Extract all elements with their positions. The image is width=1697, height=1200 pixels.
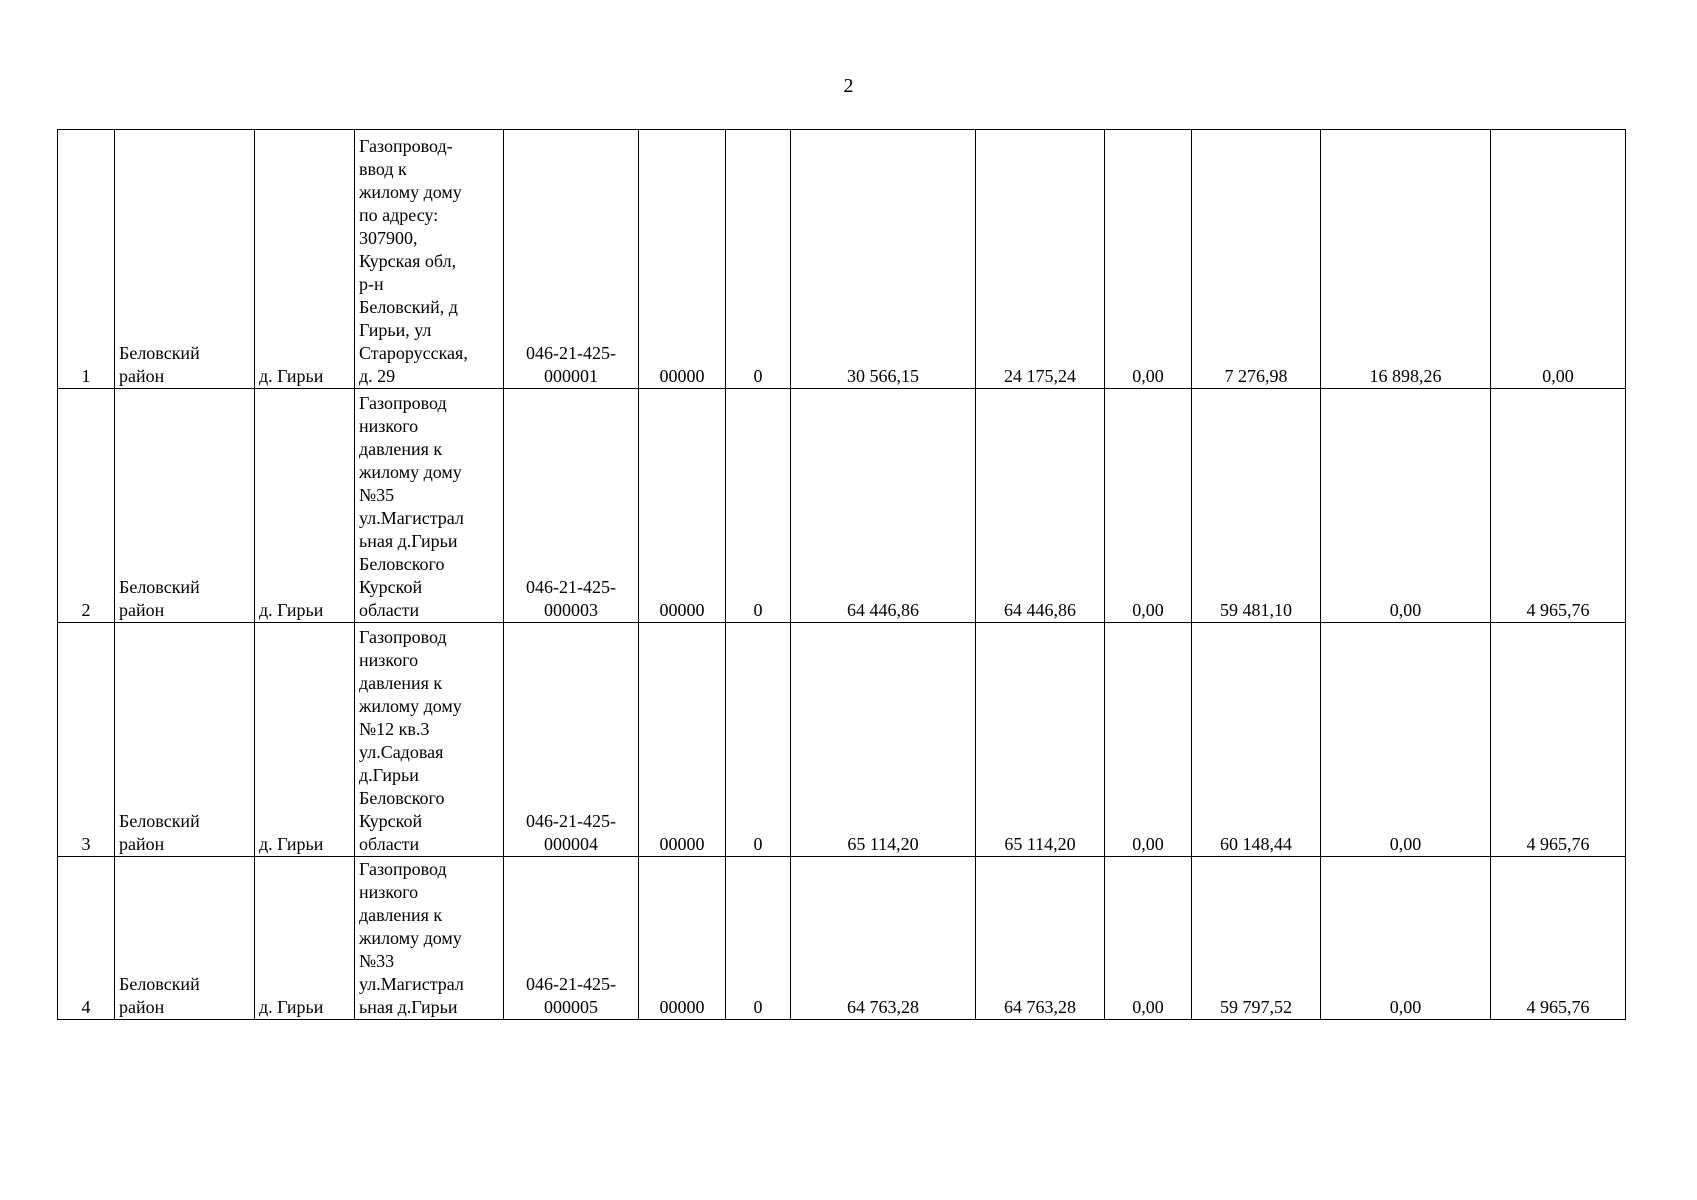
value-cell: 65 114,20 (976, 623, 1105, 857)
locality-cell: д. Гирьи (255, 130, 355, 389)
object-name-cell: Газопровод низкого давления к жилому дому №12 кв.3 ул.Садовая д.Гирьи Беловского Курской области (355, 623, 504, 857)
row-number: 4 (58, 857, 115, 1020)
cadastral-number-cell: 046-21-425- 000003 (504, 389, 639, 623)
code-cell: 00000 (639, 857, 726, 1020)
district-cell: Беловский район (115, 857, 255, 1020)
table-row (58, 623, 1626, 857)
cadastral-number-cell: 046-21-425- 000004 (504, 623, 639, 857)
value-cell: 0,00 (1321, 623, 1491, 857)
table-row (58, 130, 1626, 389)
value-cell: 0,00 (1105, 623, 1192, 857)
value-cell: 4 965,76 (1491, 389, 1626, 623)
value-cell: 60 148,44 (1192, 623, 1321, 857)
zero-cell: 0 (726, 623, 791, 857)
value-cell: 24 175,24 (976, 130, 1105, 389)
value-cell: 0,00 (1321, 857, 1491, 1020)
row-number: 2 (58, 389, 115, 623)
cadastral-number-cell: 046-21-425- 000005 (504, 857, 639, 1020)
row-number: 1 (58, 130, 115, 389)
table-row (58, 389, 1626, 623)
value-cell: 4 965,76 (1491, 857, 1626, 1020)
value-cell: 0,00 (1105, 857, 1192, 1020)
value-cell: 59 481,10 (1192, 389, 1321, 623)
value-cell: 64 446,86 (791, 389, 976, 623)
zero-cell: 0 (726, 389, 791, 623)
locality-cell: д. Гирьи (255, 857, 355, 1020)
value-cell: 0,00 (1105, 130, 1192, 389)
code-cell: 00000 (639, 130, 726, 389)
row-number: 3 (58, 623, 115, 857)
locality-cell: д. Гирьи (255, 389, 355, 623)
locality-cell: д. Гирьи (255, 623, 355, 857)
value-cell: 4 965,76 (1491, 623, 1626, 857)
value-cell: 0,00 (1321, 389, 1491, 623)
value-cell: 7 276,98 (1192, 130, 1321, 389)
value-cell: 0,00 (1491, 130, 1626, 389)
value-cell: 16 898,26 (1321, 130, 1491, 389)
value-cell: 64 446,86 (976, 389, 1105, 623)
zero-cell: 0 (726, 857, 791, 1020)
value-cell: 64 763,28 (791, 857, 976, 1020)
value-cell: 30 566,15 (791, 130, 976, 389)
value-cell: 64 763,28 (976, 857, 1105, 1020)
district-cell: Беловский район (115, 130, 255, 389)
object-name-cell: Газопровод- ввод к жилому дому по адресу: 307900, Курская обл, р-н Беловский, д Гирьи, ул Старорусская, д. 29 (355, 130, 504, 389)
page-number: 2 (843, 75, 854, 97)
table-row (58, 857, 1626, 1020)
code-cell: 00000 (639, 389, 726, 623)
property-table (57, 129, 1626, 1020)
cadastral-number-cell: 046-21-425- 000001 (504, 130, 639, 389)
object-name-cell: Газопровод низкого давления к жилому дому №35 ул.Магистрал ьная д.Гирьи Беловского Курской области (355, 389, 504, 623)
object-name-cell: Газопровод низкого давления к жилому дому №33 ул.Магистрал ьная д.Гирьи (355, 857, 504, 1020)
value-cell: 59 797,52 (1192, 857, 1321, 1020)
district-cell: Беловский район (115, 389, 255, 623)
zero-cell: 0 (726, 130, 791, 389)
code-cell: 00000 (639, 623, 726, 857)
value-cell: 0,00 (1105, 389, 1192, 623)
district-cell: Беловский район (115, 623, 255, 857)
value-cell: 65 114,20 (791, 623, 976, 857)
